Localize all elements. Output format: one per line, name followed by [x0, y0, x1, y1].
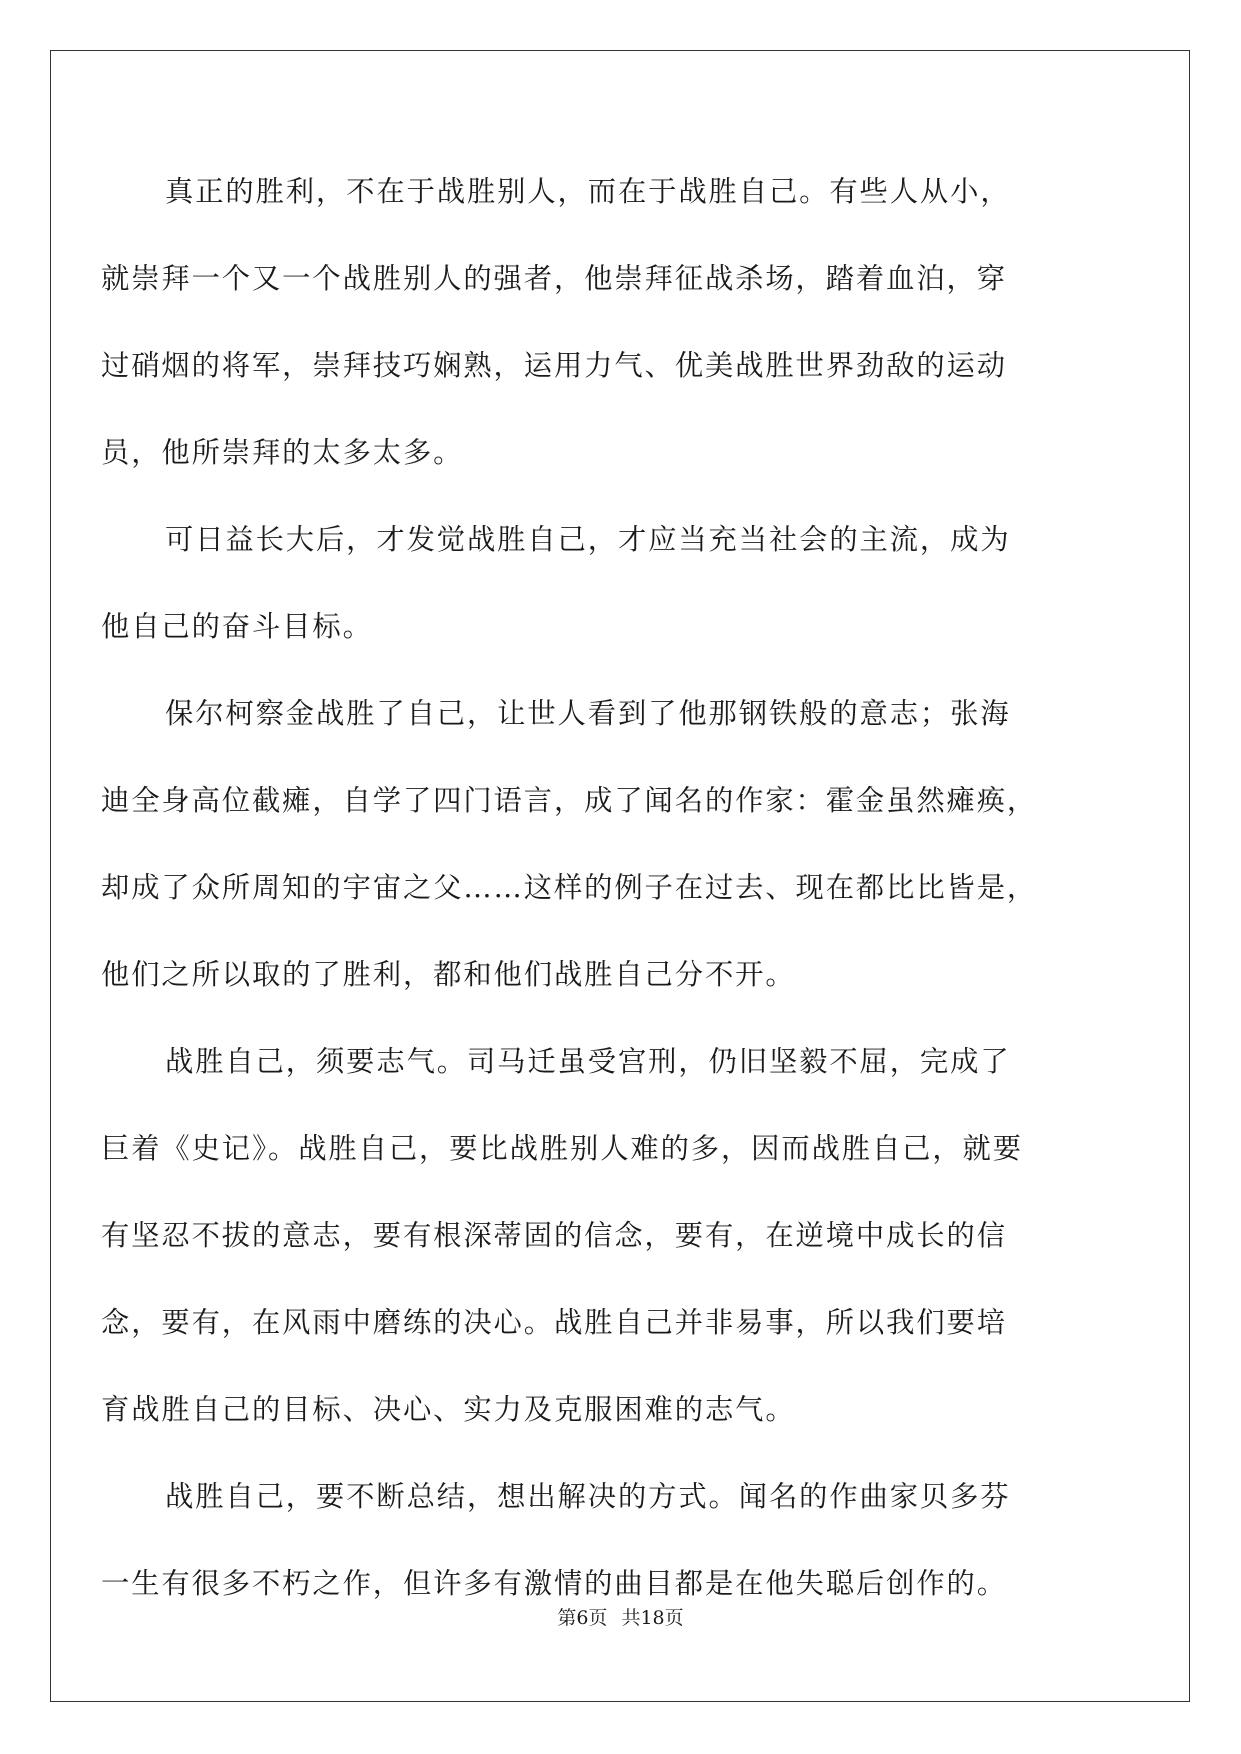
paragraph-2-line-1: 可日益长大后，才发觉战胜自己，才应当充当社会的主流，成为: [165, 523, 1011, 556]
paragraph-5-line-1: 战胜自己，要不断总结，想出解决的方式。闻名的作曲家贝多芬: [165, 1480, 1011, 1513]
paragraph-1-line-3: 过硝烟的将军，崇拜技巧娴熟，运用力气、优美战胜世界劲敌的运动: [101, 349, 1007, 382]
paragraph-3-line-3: 却成了众所周知的宇宙之父……这样的例子在过去、现在都比比皆是，: [101, 871, 1038, 904]
document-body: [101, 148, 1041, 1627]
paragraph-4-line-3: 有坚忍不拔的意志，要有根深蒂固的信念，要有，在逆境中成长的信: [101, 1219, 1007, 1252]
page-number-current: 第6页: [557, 1607, 608, 1629]
paragraph-1-line-1: 真正的胜利，不在于战胜别人，而在于战胜自己。有些人从小，: [165, 175, 1011, 208]
paragraph-3-line-2: 迪全身高位截瘫，自学了四门语言，成了闻名的作家：霍金虽然瘫痪，: [101, 784, 1038, 817]
paragraph-3-line-4: 他们之所以取的了胜利，都和他们战胜自己分不开。: [101, 958, 796, 991]
paragraph-2-line-2: 他自己的奋斗目标。: [101, 610, 373, 643]
paragraph-4-line-1: 战胜自己，须要志气。司马迁虽受宫刑，仍旧坚毅不屈，完成了: [165, 1045, 1011, 1078]
paragraph-3-line-1: 保尔柯察金战胜了自己，让世人看到了他那钢铁般的意志；张海: [165, 697, 1011, 730]
paragraph-1-line-4: 员，他所崇拜的太多太多。: [101, 436, 464, 469]
page-footer: [0, 1606, 1241, 1630]
paragraph-1-line-2: 就崇拜一个又一个战胜别人的强者，他崇拜征战杀场，踏着血泊，穿: [101, 262, 1007, 295]
paragraph-4-line-5: 育战胜自己的目标、决心、实力及克服困难的志气。: [101, 1393, 796, 1426]
paragraph-4-line-4: 念，要有，在风雨中磨练的决心。战胜自己并非易事，所以我们要培: [101, 1306, 1007, 1339]
paragraph-5-line-2: 一生有很多不朽之作，但许多有激情的曲目都是在他失聪后创作的。: [101, 1567, 1007, 1600]
paragraph-4-line-2: 巨着《史记》。战胜自己，要比战胜别人难的多，因而战胜自己，就要: [101, 1132, 1023, 1165]
page-number-total: 共18页: [621, 1607, 684, 1629]
